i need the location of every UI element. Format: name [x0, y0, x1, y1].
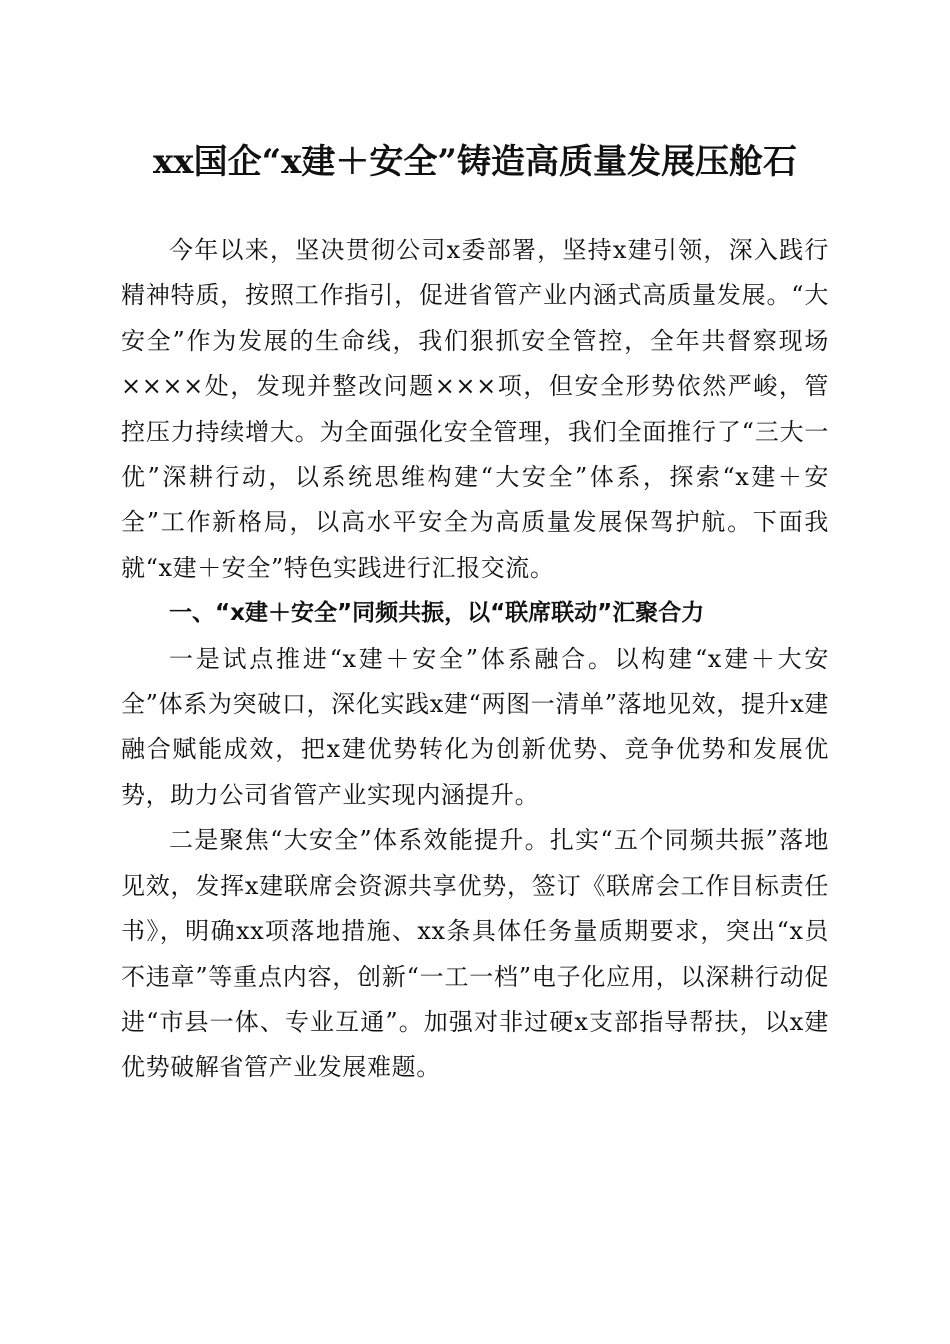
intro-paragraph: 今年以来，坚决贯彻公司x委部署，坚持x建引领，深入践行精神特质，按照工作指引，促进省管产业内涵式高质量发展。“大安全”作为发展的生命线，我们狠抓安全管控，全年共督察现场××××处，发现并整改问题×××项，但安全形势依然严峻，管控压力持续增大。为全面强化安全管理，我们全面推行了“三大一优”深耕行动，以系统思维构建“大安全”体系，探索“x建＋安全”工作新格局，以高水平安全为高质量发展保驾护航。下面我就“x建＋安全”特色实践进行汇报交流。 — [121, 236, 829, 582]
section-1-paragraph-1: 一是试点推进“x建＋安全”体系融合。以构建“x建＋大安全”体系为突破口，深化实践x建“两图一清单”落地见效，提升x建融合赋能成效，把x建优势转化为创新优势、竞争优势和发展优势，助力公司省管产业实现内涵提升。 — [121, 644, 829, 809]
document-body — [121, 228, 829, 1091]
section-1-paragraph-2: 二是聚焦“大安全”体系效能提升。扎实“五个同频共振”落地见效，发挥x建联席会资源共享优势，签订《联席会工作目标责任书》，明确xx项落地措施、xx条具体任务量质期要求，突出“x员不违章”等重点内容，创新“一工一档”电子化应用，以深耕行动促进“市县一体、专业互通”。加强对非过硬x支部指导帮扶，以x建优势破解省管产业发展难题。 — [121, 826, 829, 1082]
document-title: xx国企“x建＋安全”铸造高质量发展压舱石 — [153, 142, 797, 182]
section-1-heading: 一、“x建＋安全”同频共振，以“联席联动”汇聚合力 — [169, 600, 705, 627]
